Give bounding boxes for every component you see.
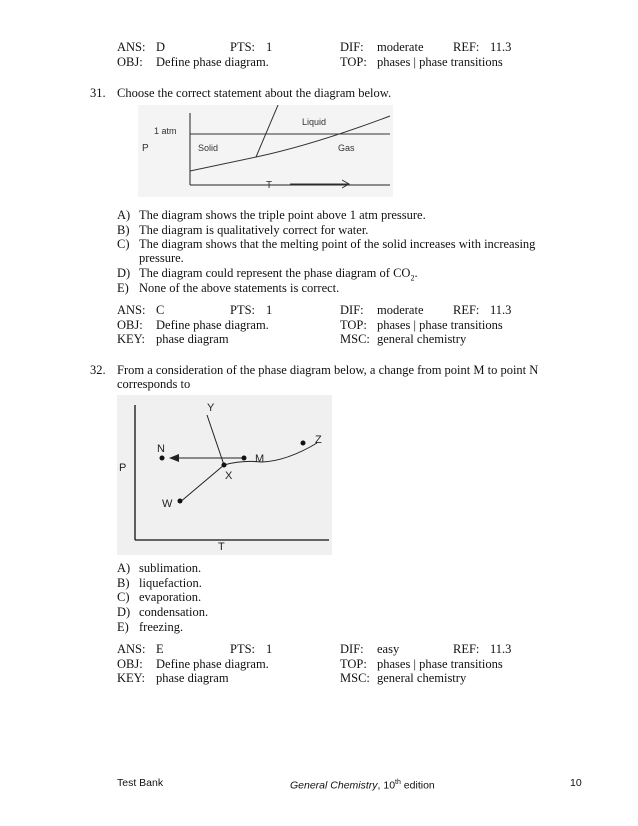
point-m: [242, 456, 247, 461]
label-liquid: Liquid: [302, 117, 327, 127]
obj-label: OBJ:: [117, 318, 143, 332]
axis-label-p: P: [119, 462, 127, 474]
question-number: 31.: [90, 86, 106, 100]
option-text: evaporation.: [139, 590, 202, 604]
question-stem-continued: corresponds to: [117, 377, 191, 391]
label-y: Y: [207, 402, 215, 414]
label-x: X: [225, 470, 233, 482]
key-value: phase diagram: [156, 332, 229, 346]
option-text: The diagram shows that the melting point of the solid increases with increasing: [139, 237, 536, 251]
dif-label: DIF:: [340, 303, 364, 317]
top-label: TOP:: [340, 318, 367, 332]
option-letter: E): [117, 281, 129, 295]
ans-value: C: [156, 303, 165, 317]
label-m: M: [255, 453, 265, 465]
option-text: sublimation.: [139, 561, 202, 575]
subscript: 2: [410, 273, 415, 283]
obj-value: Define phase diagram.: [156, 318, 269, 332]
axis-label-t: T: [218, 541, 225, 553]
option-letter: A): [117, 208, 131, 222]
option-letter: D): [117, 266, 131, 280]
option-letter: C): [117, 590, 130, 604]
option-letter: E): [117, 620, 129, 634]
option-text: None of the above statements is correct.: [139, 281, 340, 295]
obj-label: OBJ:: [117, 657, 143, 671]
ref-value: 11.3: [490, 642, 512, 656]
ref-label: REF:: [453, 642, 480, 656]
ref-value: 11.3: [490, 303, 512, 317]
axis-label-p: P: [142, 143, 149, 154]
option-letter: A): [117, 561, 131, 575]
key-label: KEY:: [117, 332, 146, 346]
question-number: 32.: [90, 363, 106, 377]
obj-value: Define phase diagram.: [156, 657, 269, 671]
option-letter: B): [117, 223, 130, 237]
axis-label-t: T: [266, 180, 273, 191]
option-letter: D): [117, 605, 131, 619]
option-text: The diagram shows the triple point above 1 atm pressure.: [139, 208, 426, 222]
point-n: [160, 456, 165, 461]
phase-diagram-figure: [117, 395, 332, 555]
question-stem: Choose the correct statement about the diagram below.: [117, 86, 392, 100]
label-gas: Gas: [338, 143, 355, 153]
dif-label: DIF:: [340, 40, 364, 54]
option-text: liquefaction.: [139, 576, 202, 590]
ans-value: D: [156, 40, 166, 54]
point-x: [222, 463, 227, 468]
top-label: TOP:: [340, 55, 367, 69]
ans-label: ANS:: [117, 642, 146, 656]
msc-label: MSC:: [340, 332, 370, 346]
point-w: [178, 499, 183, 504]
footer-title: General Chemistry, 10th edition: [290, 779, 435, 792]
ref-label: REF:: [453, 303, 480, 317]
ans-label: ANS:: [117, 40, 146, 54]
footer-left: Test Bank: [117, 777, 164, 789]
top-value: phases | phase transitions: [377, 55, 503, 69]
dif-label: DIF:: [340, 642, 364, 656]
option-text-continued: pressure.: [139, 251, 184, 265]
label-solid: Solid: [198, 143, 219, 153]
msc-value: general chemistry: [377, 671, 467, 685]
label-z: Z: [315, 434, 322, 446]
msc-value: general chemistry: [377, 332, 467, 346]
key-label: KEY:: [117, 671, 146, 685]
option-text: condensation.: [139, 605, 209, 619]
page-number: 10: [570, 777, 582, 789]
dif-value: moderate: [377, 40, 424, 54]
dif-value: moderate: [377, 303, 424, 317]
pts-label: PTS:: [230, 642, 256, 656]
pts-value: 1: [266, 40, 273, 54]
top-label: TOP:: [340, 657, 367, 671]
option-text: freezing.: [139, 620, 184, 634]
obj-label: OBJ:: [117, 55, 143, 69]
pts-label: PTS:: [230, 303, 256, 317]
top-value: phases | phase transitions: [377, 657, 503, 671]
ref-label: REF:: [453, 40, 480, 54]
pts-label: PTS:: [230, 40, 256, 54]
option-text: The diagram is qualitatively correct for water.: [139, 223, 369, 237]
t-axis-arrow: [260, 176, 360, 192]
ref-value: 11.3: [490, 40, 512, 54]
key-value: phase diagram: [156, 671, 229, 685]
option-letter: B): [117, 576, 130, 590]
obj-value: Define phase diagram.: [156, 55, 269, 69]
label-n: N: [157, 443, 165, 455]
option-letter: C): [117, 237, 130, 251]
point-z: [301, 441, 306, 446]
label-1atm: 1 atm: [154, 126, 177, 136]
label-w: W: [162, 498, 173, 510]
top-value: phases | phase transitions: [377, 318, 503, 332]
dif-value: easy: [377, 642, 400, 656]
ans-label: ANS:: [117, 303, 146, 317]
msc-label: MSC:: [340, 671, 370, 685]
pts-value: 1: [266, 642, 273, 656]
option-text: The diagram could represent the phase diagram of $CO_2$.: [139, 266, 418, 283]
ans-value: E: [156, 642, 164, 656]
question-stem: From a consideration of the phase diagram below, a change from point M to point N: [117, 363, 539, 377]
pts-value: 1: [266, 303, 273, 317]
